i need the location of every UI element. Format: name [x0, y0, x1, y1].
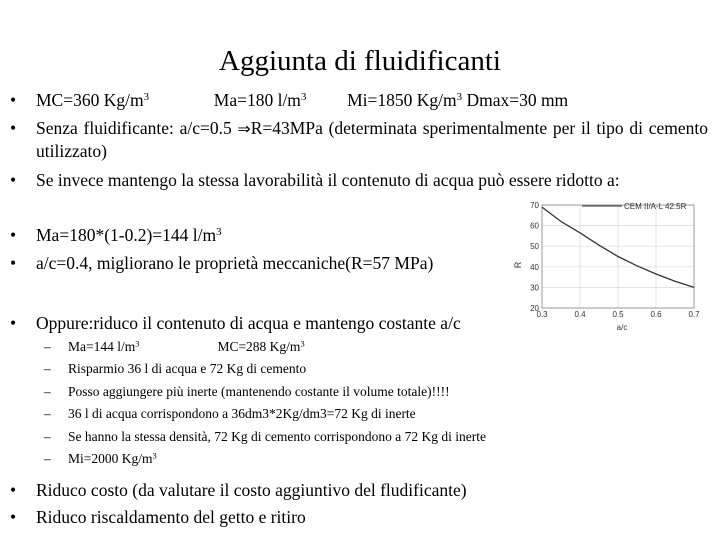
y-tick-label: 60 [530, 221, 539, 231]
bullet-dot-icon: • [10, 90, 17, 110]
bullet-dot-icon: • [10, 313, 17, 333]
y-tick-label: 70 [530, 201, 539, 210]
dash-icon: – [44, 406, 51, 421]
bullet-dot-icon: • [10, 507, 17, 527]
x-tick-label: 0.7 [688, 310, 700, 319]
bullet-dot-icon: • [10, 170, 17, 190]
dmax-value: Dmax=30 mm [462, 90, 569, 110]
dash-icon: – [44, 361, 51, 376]
x-tick-label: 0.3 [536, 310, 548, 319]
x-tick-label: 0.4 [574, 310, 586, 319]
slide-title: Aggiunta di fluidificanti [219, 45, 501, 77]
dash-icon: – [44, 384, 51, 399]
mc-value: MC=360 Kg/m [36, 90, 144, 110]
dash-icon: – [44, 451, 51, 466]
strength-vs-ac-chart [512, 195, 712, 335]
y-axis-label: R [513, 261, 523, 269]
y-tick-label: 30 [530, 283, 539, 293]
x-tick-label: 0.6 [650, 310, 662, 319]
bullet-dot-icon: • [10, 225, 17, 245]
bullet-dot-icon: • [10, 253, 17, 273]
mi-value: Mi=1850 Kg/m [347, 90, 457, 110]
x-tick-label: 0.5 [612, 310, 624, 319]
x-axis-label: a/c [616, 323, 628, 332]
legend-label: CEM II/A-L 42.5R [624, 202, 687, 211]
ma-value: Ma=180 l/m [213, 90, 301, 110]
y-tick-label: 40 [530, 262, 539, 272]
bullet-dot-icon: • [10, 118, 17, 138]
implies-arrow-icon: ⇒ [237, 119, 251, 138]
dash-icon: – [44, 429, 51, 444]
y-tick-label: 20 [530, 304, 539, 313]
y-tick-label: 50 [530, 242, 539, 252]
bullet-dot-icon: • [10, 480, 17, 500]
dash-icon: – [44, 339, 51, 354]
